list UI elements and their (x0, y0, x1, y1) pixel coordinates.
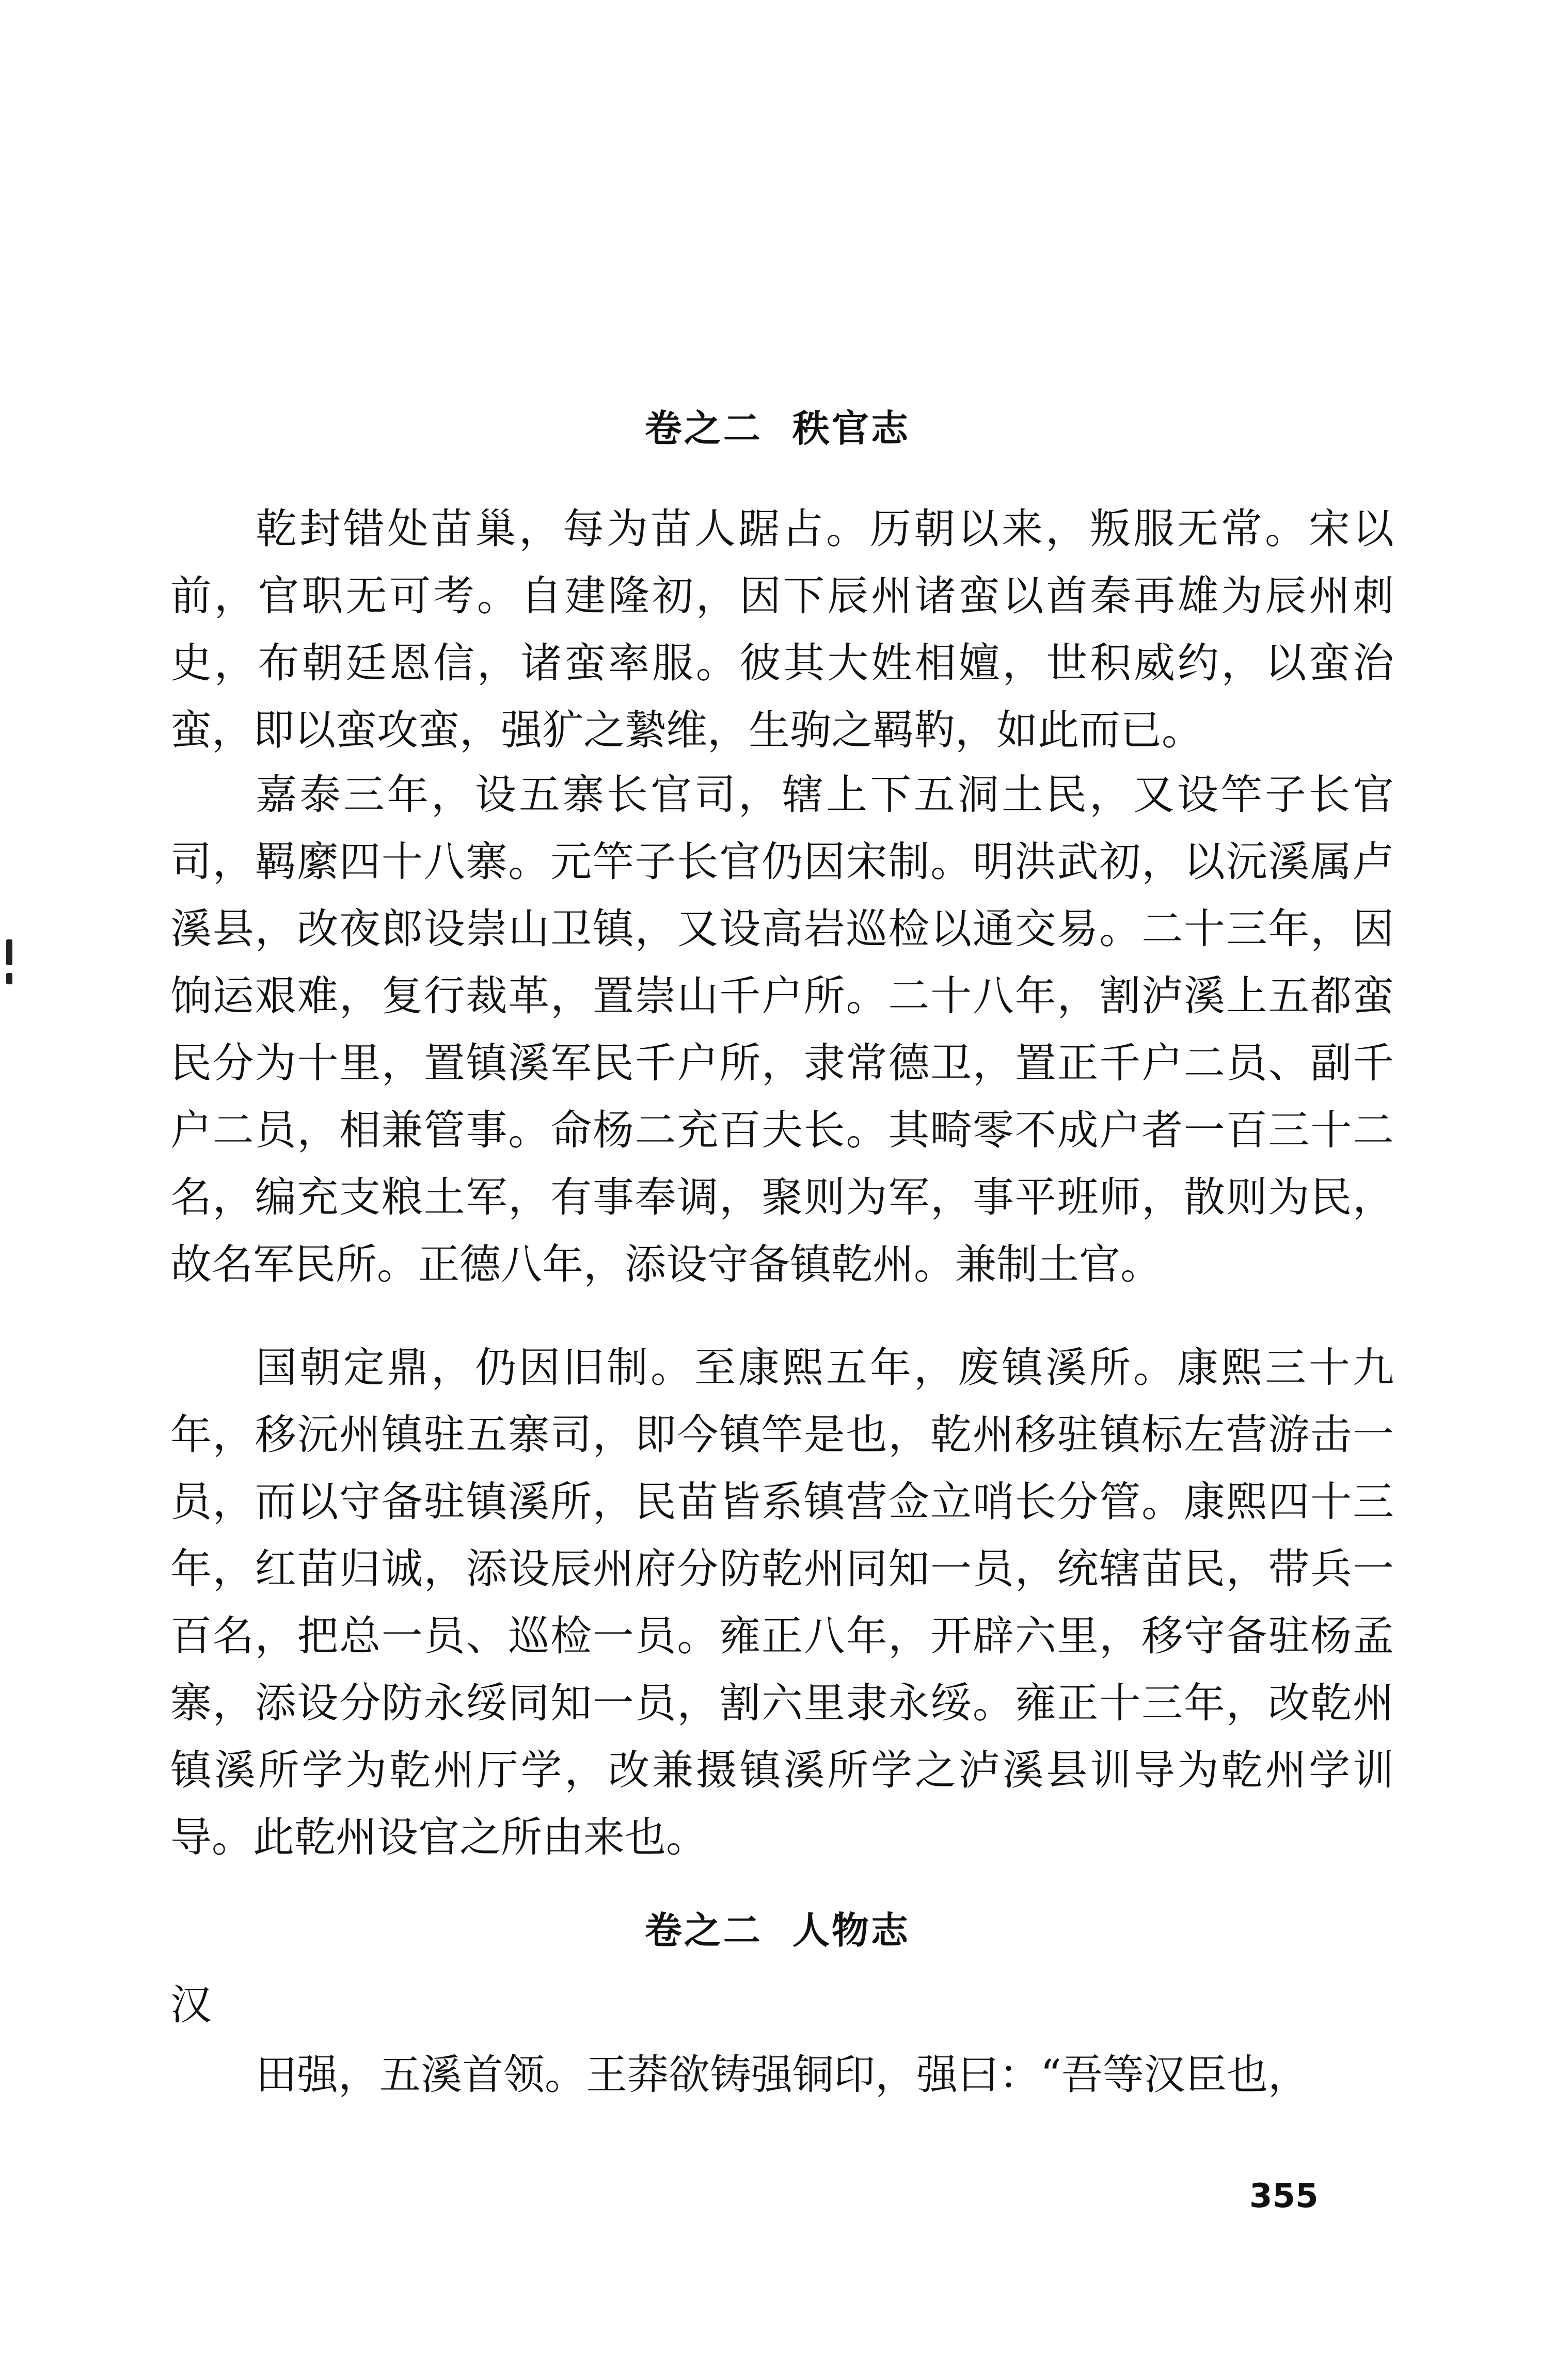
paragraph: 嘉泰三年，设五寨长官司，辖上下五洞土民，又设竿子长官司，羁縻四十八寨。元竿子长官仍因宋制。明洪武初，以沅溪属卢溪县，改夜郎设崇山卫镇，又设高岩巡检以通交易。二十三年，因饷运艰难，复行裁革，置崇山千户所。二十八年，割泸溪上五都蛮民分为十里，置镇溪军民千户所，隶常德卫，置正千户二员、副千户二员，相兼管事。命杨二充百夫长。其畸零不成户者一百三十二名，编充支粮土军，有事奉调，聚则为军，事平班师，散则为民，故名军民所。正德八年，添设守备镇乾州。兼制土官。 (170, 771, 1394, 1288)
dynasty-label: 汉 (170, 1981, 212, 2029)
margin-mark (6, 939, 12, 965)
page-number: 355 (1249, 2177, 1319, 2215)
section-heading-biographies: 卷之二 人物志 (644, 1909, 911, 1952)
paragraph: 乾封错处苗巢，每为苗人踞占。历朝以来，叛服无常。宋以前，官职无可考。自建隆初，因下辰州诸蛮以酋秦再雄为辰州刺史，布朝廷恩信，诸蛮率服。彼其大姓相嬗，世积威约，以蛮治蛮，即以蛮攻蛮，强犷之縶维，生驹之羁靮，如此而已。 (170, 505, 1394, 754)
section-heading-officials: 卷之二 秩官志 (644, 407, 911, 450)
margin-mark (6, 973, 12, 984)
paragraph: 田强，五溪首领。王莽欲铸强铜印，强曰：“吾等汉臣也， (256, 2051, 1309, 2099)
paragraph: 国朝定鼎，仍因旧制。至康熙五年，废镇溪所。康熙三十九年，移沅州镇驻五寨司，即今镇竿是也，乾州移驻镇标左营游击一员，而以守备驻镇溪所，民苗皆系镇营佥立哨长分管。康熙四十三年，红苗归诚，添设辰州府分防乾州同知一员，统辖苗民，带兵一百名，把总一员、巡检一员。雍正八年，开辟六里，移守备驻杨孟寨，添设分防永绥同知一员，割六里隶永绥。雍正十三年，改乾州镇溪所学为乾州厅学，改兼摄镇溪所学之泸溪县训导为乾州学训导。此乾州设官之所由来也。 (170, 1344, 1394, 1861)
